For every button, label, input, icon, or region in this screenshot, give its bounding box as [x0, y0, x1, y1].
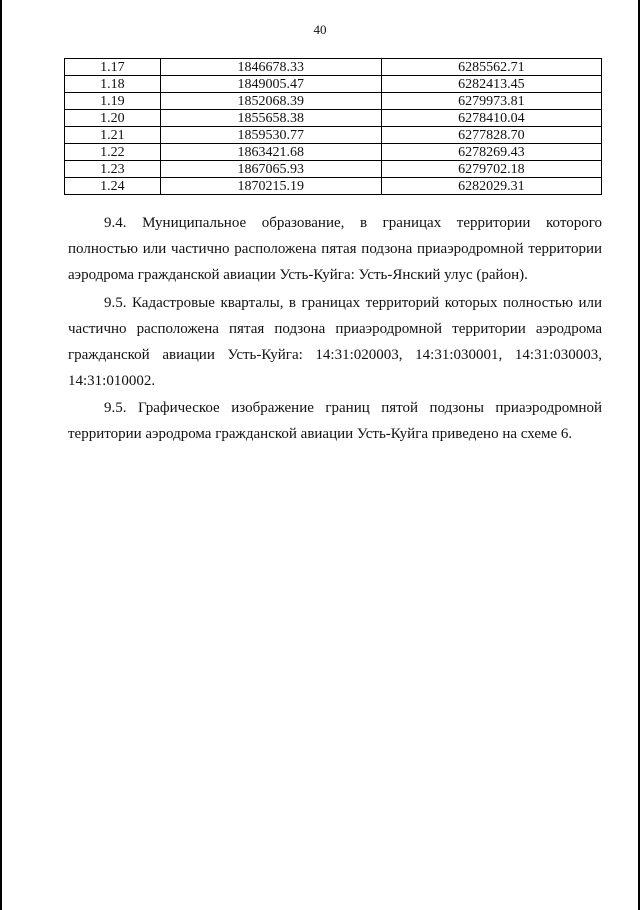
- point-number-cell: 1.24: [65, 178, 161, 195]
- y-coordinate-cell: 6285562.71: [381, 59, 601, 76]
- point-number-cell: 1.18: [65, 76, 161, 93]
- table-row: [65, 110, 602, 127]
- paragraph-text: 9.5. Кадастровые кварталы, в границах территорий которых полностью или частично расположена пятая подзона приаэродромной территории аэродрома гражданской авиации Усть-Куйга: 14:31:020003, 14:31:030001, 14:31:030003, 14:31:010002.: [68, 295, 602, 389]
- y-coordinate-cell: 6282029.31: [381, 178, 601, 195]
- point-number-cell: 1.20: [65, 110, 161, 127]
- table-row: [65, 161, 602, 178]
- paragraph-municipality: [68, 210, 602, 288]
- paragraph-graphic-image: [68, 395, 602, 447]
- scan-edge-left: [0, 0, 2, 910]
- x-coordinate-cell: 1852068.39: [160, 93, 381, 110]
- table-row: [65, 178, 602, 195]
- point-number-cell: 1.23: [65, 161, 161, 178]
- y-coordinate-cell: 6282413.45: [381, 76, 601, 93]
- y-coordinate-cell: 6278269.43: [381, 144, 601, 161]
- paragraph-text: 9.5. Графическое изображение границ пятой подзоны приаэродромной территории аэродрома гражданской авиации Усть-Куйга приведено на схеме 6.: [68, 400, 602, 442]
- y-coordinate-cell: 6279973.81: [381, 93, 601, 110]
- paragraph-text: 9.4. Муниципальное образование, в границах территории которого полностью или частично расположена пятая подзона приаэродромной территории аэродрома гражданской авиации Усть-Куйга: Усть-Янский улус (район).: [68, 215, 602, 283]
- x-coordinate-cell: 1867065.93: [160, 161, 381, 178]
- y-coordinate-cell: 6278410.04: [381, 110, 601, 127]
- y-coordinate-cell: 6277828.70: [381, 127, 601, 144]
- y-coordinate-cell: 6279702.18: [381, 161, 601, 178]
- coordinates-table-body: [65, 59, 602, 195]
- table-row: [65, 59, 602, 76]
- point-number-cell: 1.17: [65, 59, 161, 76]
- x-coordinate-cell: 1870215.19: [160, 178, 381, 195]
- paragraph-cadastral-quarters: [68, 290, 602, 394]
- table-row: [65, 127, 602, 144]
- x-coordinate-cell: 1846678.33: [160, 59, 381, 76]
- table-row: [65, 76, 602, 93]
- coordinates-table: [64, 58, 602, 195]
- x-coordinate-cell: 1855658.38: [160, 110, 381, 127]
- x-coordinate-cell: 1849005.47: [160, 76, 381, 93]
- table-row: [65, 93, 602, 110]
- x-coordinate-cell: 1859530.77: [160, 127, 381, 144]
- point-number-cell: 1.19: [65, 93, 161, 110]
- x-coordinate-cell: 1863421.68: [160, 144, 381, 161]
- page-number: 40: [313, 22, 327, 37]
- table-row: [65, 144, 602, 161]
- point-number-cell: 1.21: [65, 127, 161, 144]
- point-number-cell: 1.22: [65, 144, 161, 161]
